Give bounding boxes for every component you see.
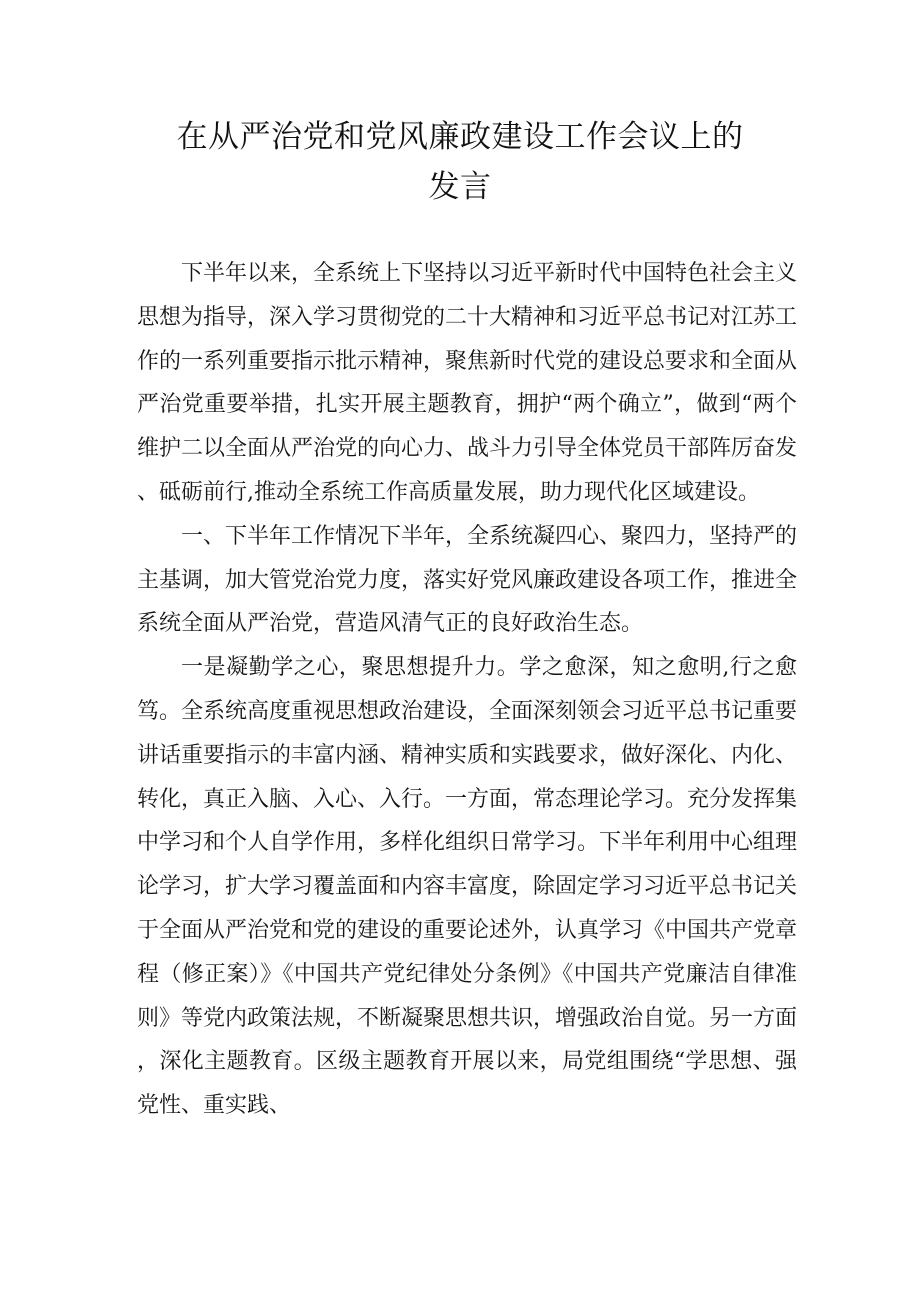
paragraph-section-one: 一、下半年工作情况下半年，全系统凝四心、聚四力，坚持严的主基调，加大管党治党力度，落实好党风廉政建设各项工作，推进全系统全面从严治党，营造风清气正的良好政治生态。	[137, 523, 798, 637]
document-body	[137, 252, 797, 1128]
document-title	[0, 112, 920, 212]
paragraph-point-one: 一是凝勤学之心，聚思想提升力。学之愈深，知之愈明,行之愈笃。全系统高度重视思想政治建设，全面深刻领会习近平总书记重要讲话重要指示的丰富内涵、精神实质和实践要求，做好深化、内化、转化，真正入脑、入心、入行。一方面，常态理论学习。充分发挥集中学习和个人自学作用，多样化组织日常学习。下半年利用中心组理论学习，扩大学习覆盖面和内容丰富度，除固定学习习近平总书记关于全面从严治党和党的建设的重要论述外，认真学习《中国共产党章程（修正案）》《中国共产党纪律处分条例》《中国共产党廉洁自律准则》等党内政策法规，不断凝聚思想共识，增强政治自觉。另一方面，深化主题教育。区级主题教育开展以来，局党组围绕“学思想、强党性、重实践、	[137, 655, 798, 1119]
title-line-2: 发言	[428, 169, 492, 205]
paragraph-intro: 下半年以来，全系统上下坚持以习近平新时代中国特色社会主义思想为指导，深入学习贯彻党的二十大精神和习近平总书记对江苏工作的一系列重要指示批示精神，聚焦新时代党的建设总要求和全面从严治党重要举措，扎实开展主题教育，拥护“两个确立”，做到“两个维护二以全面从严治党的向心力、战斗力引导全体党员干部阵厉奋发、砥砺前行,推动全系统工作高质量发展，助力现代化区域建设。	[137, 261, 798, 505]
title-line-1: 在从严治党和党风廉政建设工作会议上的	[176, 119, 744, 155]
